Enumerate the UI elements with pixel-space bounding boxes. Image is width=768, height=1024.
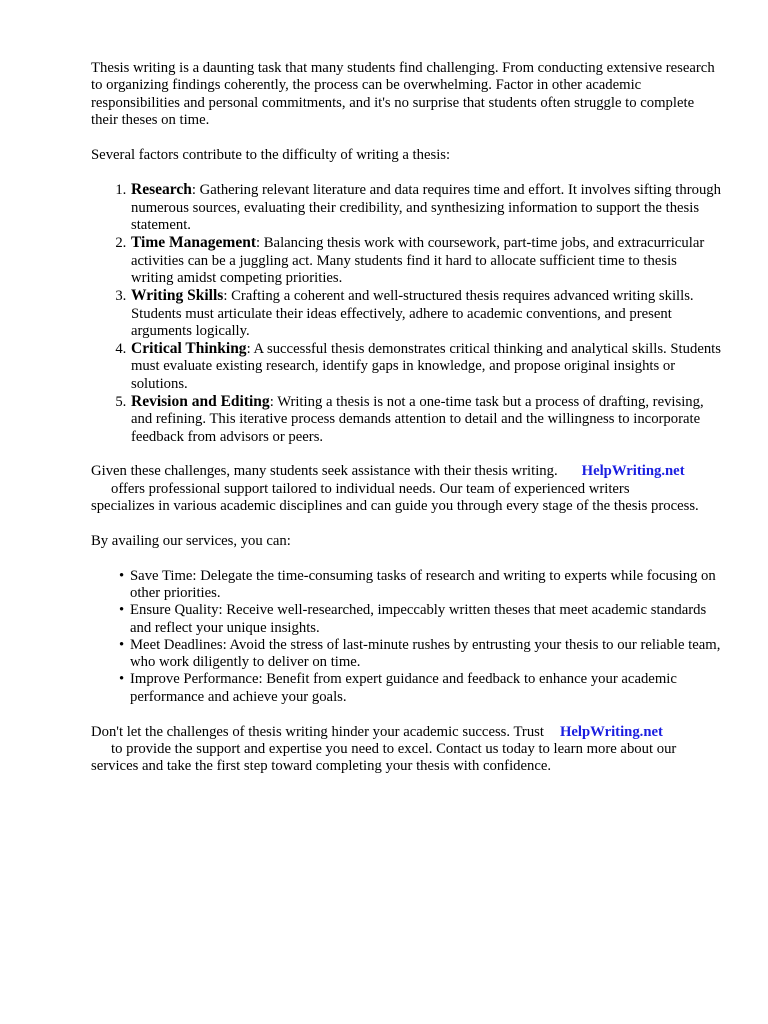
factors-intro: Several factors contribute to the difficulty of writing a thesis:	[91, 146, 451, 163]
factor-item-time-management: 2. Time Management: Balancing thesis work with coursework, part-time jobs, and extracurricular activities can be a juggling act. Many students find it hard to allocate sufficient time to thesis writing amidst competing priorities.	[130, 234, 721, 287]
bullet-icon: •	[119, 636, 125, 653]
factors-list	[91, 181, 721, 445]
help-paragraph: Given these challenges, many students seek assistance with their thesis writing. HelpWriting.net offers professional support tailored to individual needs. Our team of experienced writers specializes in various academic disciplines and can guide you through every stage of the thesis process.	[91, 463, 699, 515]
benefit-item-meet-deadlines: • Meet Deadlines: Avoid the stress of last-minute rushes by entrusting your thesis to our reliable team, who work diligently to deliver on time.	[119, 636, 721, 671]
benefit-item-improve-performance: • Improve Performance: Benefit from expert guidance and feedback to enhance your academic performance and achieve your goals.	[119, 671, 677, 705]
factor-term: Time Management	[131, 234, 256, 252]
factor-term: Research	[131, 181, 192, 199]
helpwriting-link[interactable]: HelpWriting.net	[559, 723, 663, 740]
bullet-icon: •	[119, 567, 125, 584]
factor-item-revision-editing: 5. Revision and Editing: Writing a thesis is not a one-time task but a process of drafting, revising, and refining. This iterative process demands attention to detail and the willingness to incorporate feedback from advisors or peers.	[130, 393, 721, 446]
bullet-icon: •	[119, 671, 125, 688]
factor-text: Balancing thesis work with coursework, part-time jobs, and extracurricular activities can be a juggling act. Many students find it hard to allocate sufficient time to thesis writing amidst competing priorities.	[131, 235, 705, 286]
factor-text: Writing a thesis is not a one-time task but a process of drafting, revising, and refining. This iterative process demands attention to detail and the willingness to incorporate feedback from advisors or peers.	[131, 394, 704, 445]
factor-item-writing-skills: 3. Writing Skills: Crafting a coherent and well-structured thesis requires advanced writing skills. Students must articulate their ideas effectively, adhere to academic conventions, and present arguments logically.	[130, 287, 721, 340]
factor-text: Gathering relevant literature and data requires time and effort. It involves sifting through numerous sources, evaluating their credibility, and synthesizing information to support the thesis statement.	[131, 182, 721, 234]
factor-item-research: 1. Research: Gathering relevant literature and data requires time and effort. It involves sifting through numerous sources, evaluating their credibility, and synthesizing information to support the thesis statement.	[130, 181, 721, 234]
bullet-icon: •	[119, 602, 125, 619]
benefit-item-ensure-quality: • Ensure Quality: Receive well-researched, impeccably written theses that meet academic standards and reflect your unique insights.	[119, 602, 707, 636]
document-page	[91, 60, 721, 775]
factor-term: Critical Thinking	[131, 340, 247, 358]
benefits-list	[91, 568, 721, 706]
factor-text: A successful thesis demonstrates critical thinking and analytical skills. Students must evaluate existing research, identify gaps in knowledge, and propose original insights or solutions.	[131, 341, 721, 392]
factor-text: Crafting a coherent and well-structured thesis requires advanced writing skills. Students must articulate their ideas effectively, adhere to academic conventions, and present arguments logically.	[131, 288, 694, 339]
factor-term: Writing Skills	[131, 287, 224, 305]
factor-item-critical-thinking: 4. Critical Thinking: A successful thesis demonstrates critical thinking and analytical skills. Students must evaluate existing research, identify gaps in knowledge, and propose original insights or solutions.	[130, 340, 721, 393]
helpwriting-link[interactable]: HelpWriting.net	[581, 463, 685, 480]
services-intro: By availing our services, you can:	[91, 532, 291, 549]
benefit-item-save-time: • Save Time: Delegate the time-consuming tasks of research and writing to experts while focusing on other priorities.	[119, 567, 716, 601]
factor-term: Revision and Editing	[131, 393, 270, 411]
closing-paragraph: Don't let the challenges of thesis writing hinder your academic success. Trust HelpWriting.net to provide the support and expertise you need to excel. Contact us today to learn more about our services and take the first step toward completing your thesis with confidence.	[91, 723, 677, 775]
intro-paragraph: Thesis writing is a daunting task that many students find challenging. From conducting extensive research to organizing findings coherently, the process can be overwhelming. Factor in other academic responsibilities and personal commitments, and it's no surprise that students often struggle to complete their theses on time.	[91, 60, 715, 128]
